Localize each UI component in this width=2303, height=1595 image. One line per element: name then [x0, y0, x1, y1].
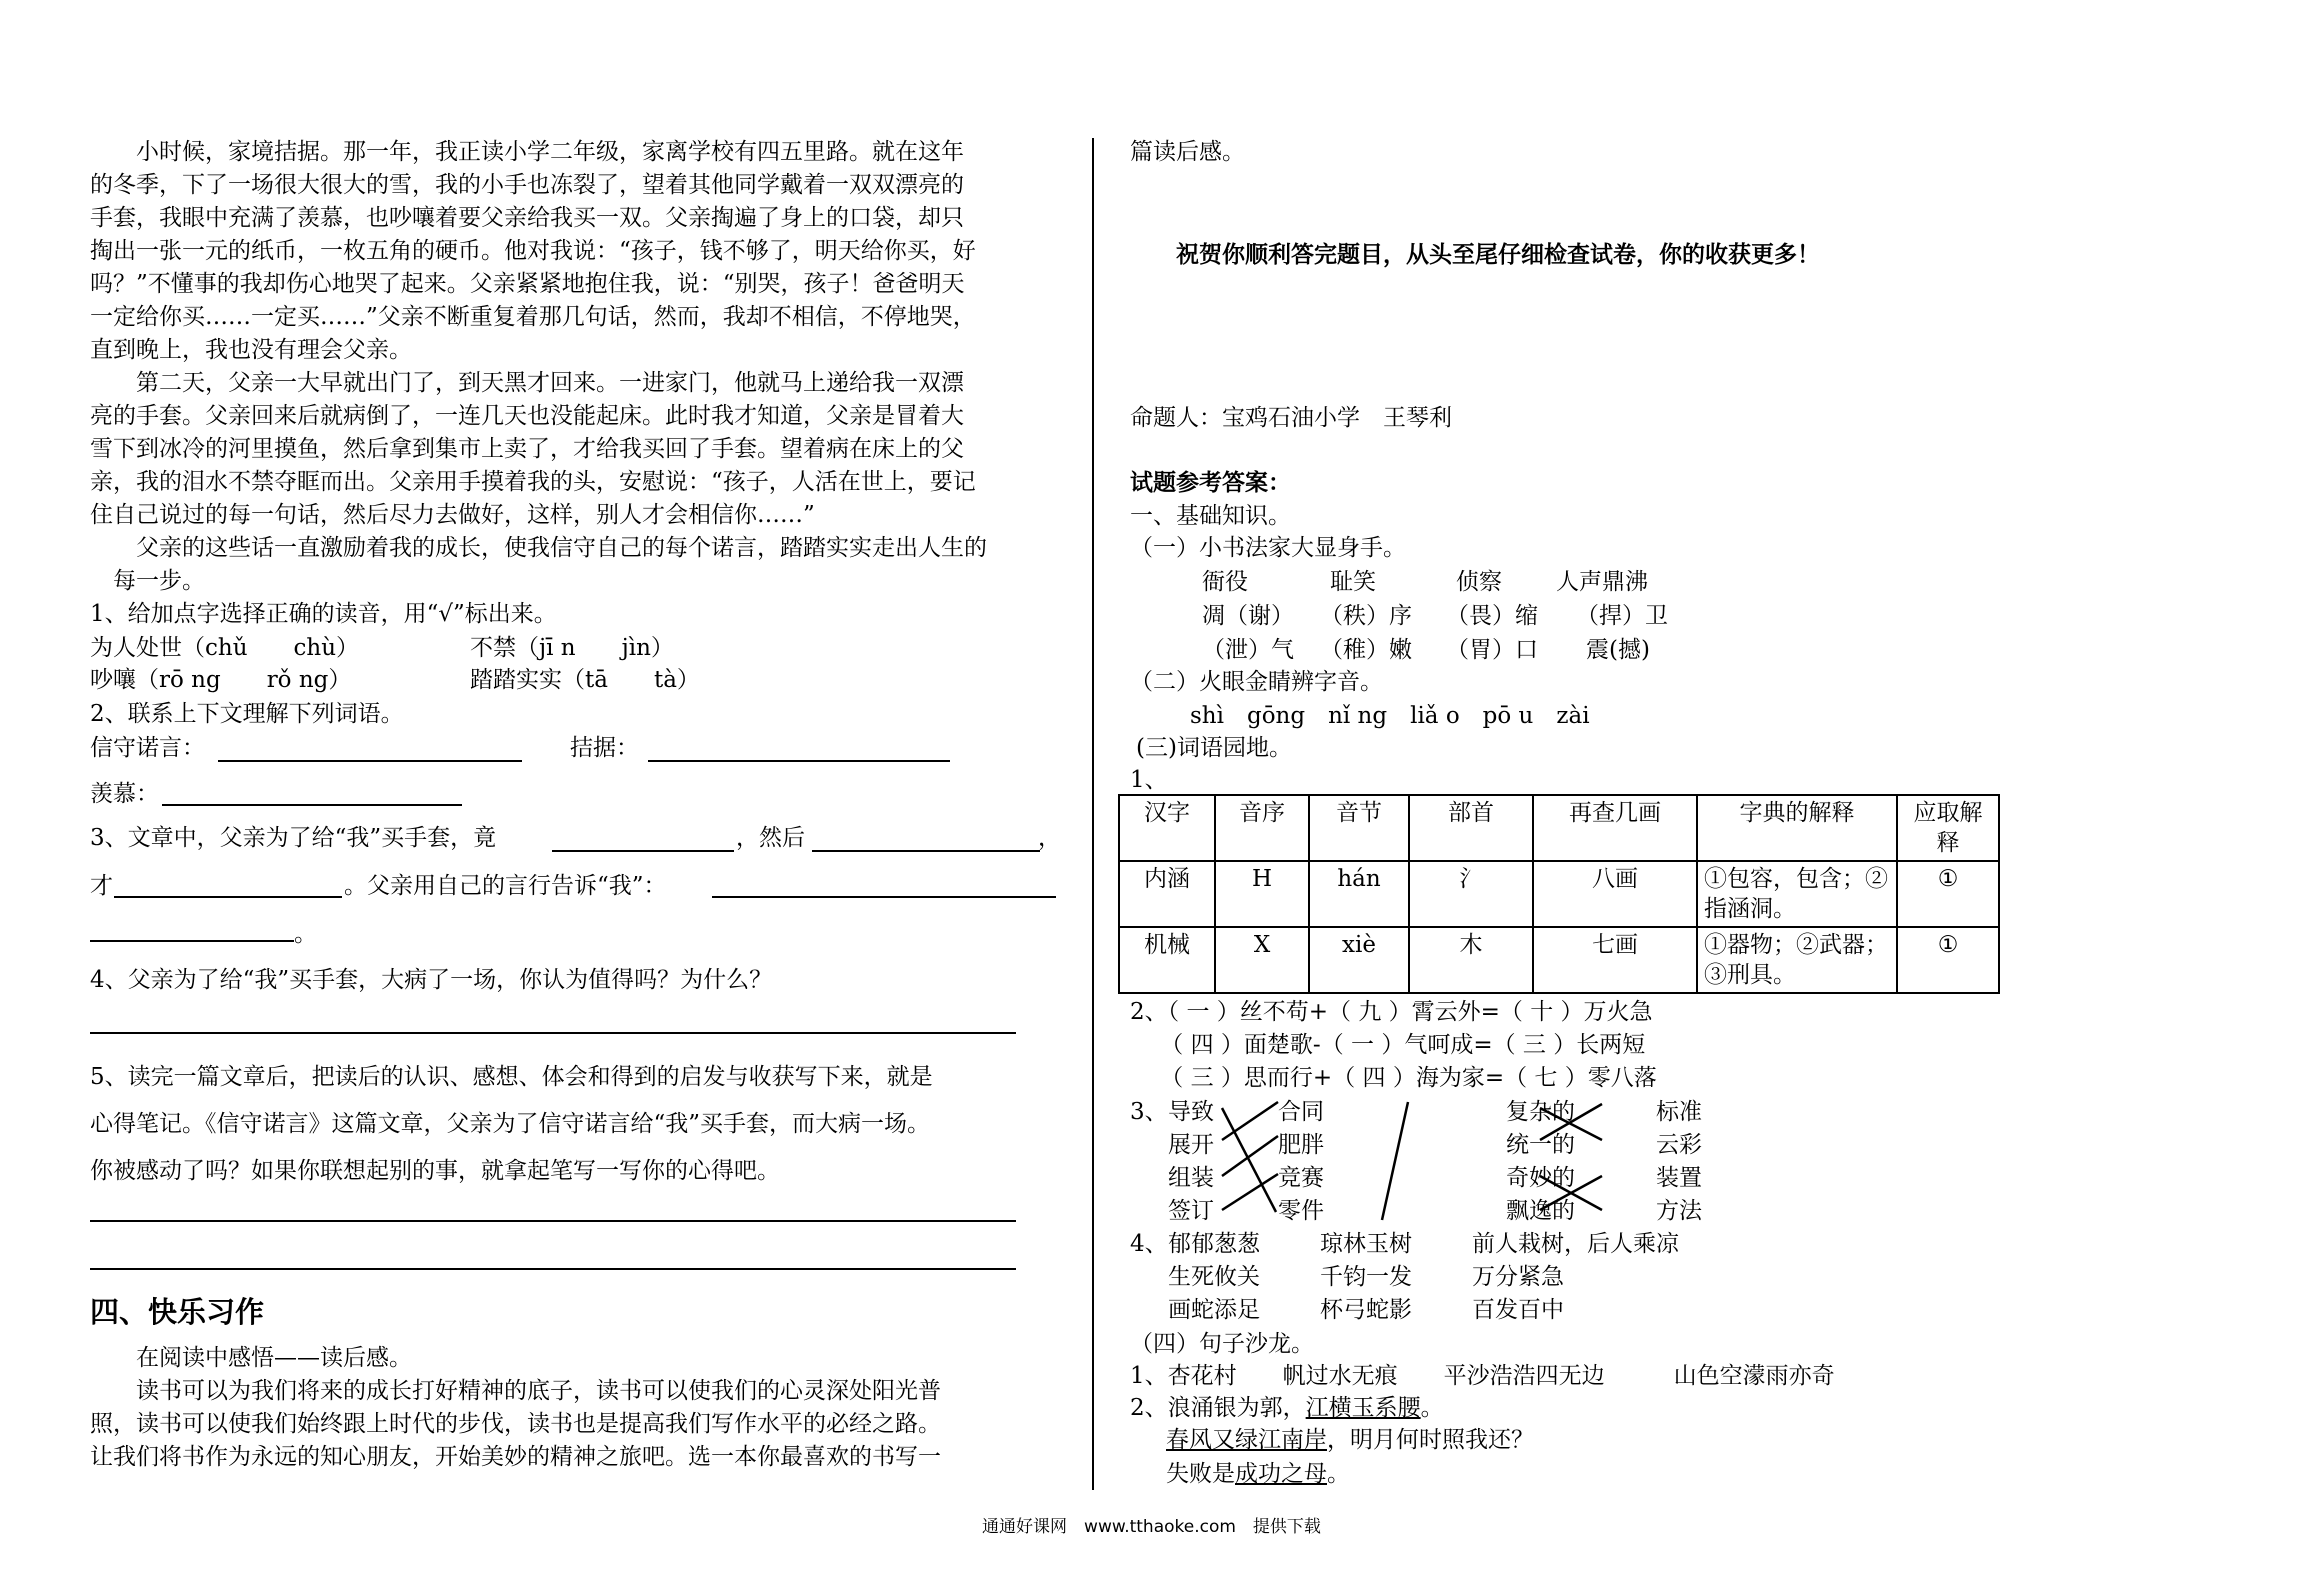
section-heading: 四、快乐习作	[90, 1295, 265, 1329]
table-header: 部首	[1409, 795, 1533, 861]
table-cell: X	[1215, 927, 1309, 993]
q1-option: 为人处世（chǔ chù）	[90, 635, 360, 661]
number-idiom-answers: 2、（ 一 ）丝不苟+（ 九 ）霄云外=（ 十 ）万火急 （ 四 ）面楚歌-（ 一 ）气呵成=（ 三 ）长两短 （ 三 ）思而行+（ 四 ）海为家=（ 七 ）零八落	[1130, 999, 1657, 1091]
answer-blank[interactable]	[648, 760, 950, 762]
answer-word: 震(撼)	[1586, 637, 1650, 663]
answer-word: （捍）卫	[1576, 603, 1668, 629]
sentence-answer: 失败是成功之母。	[1166, 1461, 1350, 1487]
answer-number: 3、	[1130, 1099, 1168, 1125]
essay-continuation: 篇读后感。	[1130, 139, 1245, 165]
q2-term-label: 羡慕：	[90, 781, 159, 807]
idiom-col: 郁郁葱葱 生死攸关 画蛇添足	[1168, 1231, 1260, 1323]
table-header: 字典的解释	[1697, 795, 1897, 861]
answer-word: 凋（谢）	[1202, 603, 1294, 629]
congratulation-note: 祝贺你顺利答完题目，从头至尾仔细检查试卷，你的收获更多！	[1176, 241, 1820, 268]
answer-blank[interactable]	[712, 896, 1056, 898]
q3-text: 3、文章中，父亲为了给“我”买手套，竟	[90, 825, 497, 851]
table-cell: ①器物；②武器；③刑具。	[1697, 927, 1897, 993]
answers-section-1: 一、基础知识。	[1130, 503, 1291, 529]
q1-option: 踏踏实实（tā tà）	[470, 667, 700, 693]
matching-left-words: 导致 展开 组装 签订	[1168, 1099, 1214, 1224]
table-cell: ①	[1897, 861, 1999, 927]
q3-text: ，然后	[736, 825, 805, 851]
question-5: 5、读完一篇文章后，把读后的认识、感想、体会和得到的启发与收获写下来，就是 心得笔记。《信守诺言》这篇文章，父亲为了信守诺言给“我”买手套，而大病一场。 你被感动了吗？如果你联想起别的事，就拿起笔写一写你的心得吧。	[90, 1064, 933, 1184]
answers-subsection: （一）小书法家大显身手。	[1130, 535, 1406, 561]
answer-blank[interactable]	[552, 850, 734, 852]
answers-subsection: (三)词语园地。	[1136, 735, 1292, 761]
match-line	[1222, 1108, 1276, 1212]
table-row	[1119, 861, 1999, 927]
table-cell: ①包容，包含；②指涵洞。	[1697, 861, 1897, 927]
table-header: 应取解释	[1897, 795, 1999, 861]
table-cell: H	[1215, 861, 1309, 927]
footer-credit: 通通好课网 www.tthaoke.com 提供下载	[982, 1517, 1321, 1537]
q2-term-label: 信守诺言：	[90, 735, 205, 761]
column-divider	[1092, 138, 1094, 1490]
passage-paragraph-1: 小时候，家境拮据。那一年，我正读小学二年级，家离学校有四五里路。就在这年 的冬季，下了一场很大很大的雪，我的小手也冻裂了，望着其他同学戴着一双双漂亮的 手套，我眼中充满了羡慕，也吵嚷着要父亲给我买一双。父亲掏遍了身上的口袋，却只 掏出一张一元的纸币，一枚五角的硬币。他对我说：“孩子，钱不够了，明天给你买，好 吗？”不懂事的我却伤心地哭了起来。父亲紧紧地抱住我，说：“别哭，孩子！爸爸明天 一定给你买……一定买……”父亲不断重复着那几句话，然而，我却不相信，不停地哭， 直到晚上，我也没有理会父亲。 第二天，父亲一大早就出门了，到天黑才回来。一进家门，他就马上递给我一双漂 亮的手套。父亲回来后就病倒了，一连几天也没能起床。此时我才知道，父亲是冒着大 雪下到冰冷的河里摸鱼，然后拿到集市上卖了，才给我买回了手套。望着病在床上的父 亲，我的泪水不禁夺眶而出。父亲用手摸着我的头，安慰说：“孩子，人活在世上，要记 住自己说过的每一句话，然后尽力去做好，这样，别人才会相信你……” 父亲的这些话一直激励着我的成长，使我信守自己的每个诺言，踏踏实实走出人生的 每一步。	[90, 139, 987, 594]
answer-line[interactable]	[90, 1220, 1016, 1222]
answer-blank[interactable]	[812, 850, 1040, 852]
q3-text: 。父亲用自己的言行告诉“我”：	[344, 873, 667, 899]
match-line	[1222, 1102, 1278, 1140]
answer-blank[interactable]	[218, 760, 522, 762]
answer-word: （稚）嫩	[1320, 637, 1412, 663]
idiom-col: 琼林玉树 千钧一发 杯弓蛇影	[1320, 1231, 1412, 1323]
match-line	[1222, 1136, 1278, 1176]
matching-right-left-words: 复杂的 统一的 奇妙的 飘逸的	[1506, 1099, 1575, 1224]
sentence-answer: 春风又绿江南岸，明月何时照我还？	[1166, 1427, 1534, 1453]
table-cell: 八画	[1533, 861, 1697, 927]
table-header: 再查几画	[1533, 795, 1697, 861]
table-cell: xiè	[1309, 927, 1409, 993]
answer-word: （泄）气	[1202, 637, 1294, 663]
match-line	[1382, 1102, 1408, 1220]
answer-number: 1、	[1130, 767, 1168, 793]
answer-word: 侦察	[1456, 569, 1502, 595]
table-cell: 氵	[1409, 861, 1533, 927]
answer-word: （秩）序	[1320, 603, 1412, 629]
essay-prompt: 在阅读中感悟——读后感。 读书可以为我们将来的成长打好精神的底子，读书可以使我们的心灵深处阳光普 照，读书可以使我们始终跟上时代的步伐，读书也是提高我们写作水平的必经之路。 让我们将书作为永远的知心朋友，开始美妙的精神之旅吧。选一本你最喜欢的书写一	[90, 1345, 941, 1470]
q3-text: 才	[90, 873, 113, 899]
answer-word: （畏）缩	[1446, 603, 1538, 629]
table-cell: ①	[1897, 927, 1999, 993]
table-header-row	[1119, 795, 1999, 861]
table-cell: 机械	[1119, 927, 1215, 993]
table-header: 音序	[1215, 795, 1309, 861]
answer-blank[interactable]	[114, 896, 342, 898]
matching-lines	[1150, 1090, 1670, 1240]
q1-option: 不禁（jī n jìn）	[470, 635, 674, 661]
q3-text: 。	[294, 921, 317, 947]
dictionary-table	[1118, 794, 2000, 994]
answers-subsection: （二）火眼金睛辨字音。	[1130, 669, 1383, 695]
table-cell: 内涵	[1119, 861, 1215, 927]
question-1: 1、给加点字选择正确的读音，用“√”标出来。	[90, 601, 557, 627]
question-4: 4、父亲为了给“我”买手套，大病了一场，你认为值得吗？为什么？	[90, 967, 773, 993]
table-row	[1119, 927, 1999, 993]
answer-word: 耻笑	[1330, 569, 1376, 595]
table-cell: 七画	[1533, 927, 1697, 993]
answer-word: 衙役	[1202, 569, 1248, 595]
matching-right-right-words: 标准 云彩 装置 方法	[1656, 1099, 1702, 1224]
table-cell: hán	[1309, 861, 1409, 927]
sentence-answer: 2、浪涌银为郭，江横玉系腰。	[1130, 1395, 1444, 1421]
question-2: 2、联系上下文理解下列词语。	[90, 701, 404, 727]
q3-text: ，	[1038, 825, 1061, 851]
idiom-col: 前人栽树，后人乘凉 万分紧急 百发百中	[1472, 1231, 1679, 1323]
table-header: 音节	[1309, 795, 1409, 861]
table-header: 汉字	[1119, 795, 1215, 861]
match-line	[1222, 1174, 1278, 1210]
author-line: 命题人：宝鸡石油小学 王琴利	[1130, 405, 1452, 431]
q2-term-label: 拮据：	[570, 735, 639, 761]
table-cell: 木	[1409, 927, 1533, 993]
answer-line[interactable]	[90, 1268, 1016, 1270]
answers-title: 试题参考答案：	[1130, 469, 1291, 496]
matching-mid-words: 合同 肥胖 竞赛 零件	[1278, 1099, 1324, 1224]
answer-word: 人声鼎沸	[1556, 569, 1648, 595]
answer-blank[interactable]	[90, 940, 294, 942]
q1-option: 吵嚷（rō ng rǒ ng）	[90, 667, 352, 693]
pinyin-answers: shì gōng nǐ ng liǎ o pō u zài	[1190, 703, 1590, 729]
answer-word: （胃）口	[1446, 637, 1538, 663]
answers-subsection: （四）句子沙龙。	[1130, 1331, 1314, 1357]
answer-blank[interactable]	[162, 804, 462, 806]
answer-line[interactable]	[90, 1032, 1016, 1034]
answer-number: 4、	[1130, 1231, 1168, 1257]
sentence-answer: 1、杏花村 帆过水无痕 平沙浩浩四无边 山色空濛雨亦奇	[1130, 1363, 1835, 1389]
